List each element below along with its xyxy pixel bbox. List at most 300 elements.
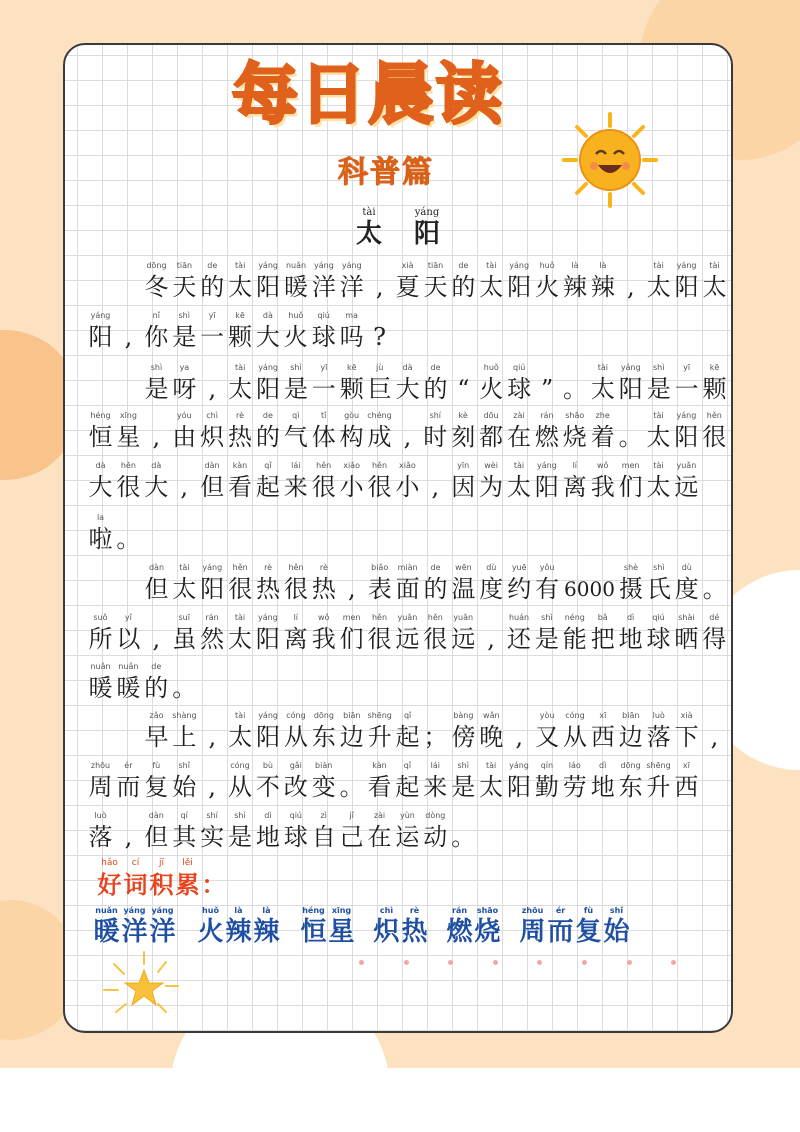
hanzi: 以 [116, 625, 141, 653]
pinyin: suī [178, 613, 190, 622]
hanzi: 远 [395, 625, 420, 653]
pinyin: tài [709, 261, 720, 270]
hanzi: 我 [311, 625, 336, 653]
pinyin: dà [262, 311, 273, 320]
pinyin: dōu [483, 411, 499, 420]
pinyin: hěn [316, 461, 332, 470]
pinyin: shì [234, 811, 246, 820]
hanzi: 勤 [534, 773, 559, 801]
pinyin: tài [234, 613, 246, 622]
pinyin: tài [235, 363, 246, 372]
hanzi: 的 [423, 375, 448, 403]
hanzi: 地 [618, 625, 643, 653]
pinyin: tài [235, 261, 246, 270]
pinyin: yáng [202, 563, 223, 572]
pinyin: hěn [427, 613, 443, 622]
pinyin: nuǎn [285, 261, 307, 270]
text-line [0, 612, 800, 662]
pinyin: yòu [539, 711, 555, 720]
hanzi: 热 [311, 575, 336, 603]
pinyin: men [342, 613, 361, 622]
hanzi: 傍 [451, 723, 476, 751]
pinyin: hěn [371, 461, 388, 470]
hanzi: 边 [618, 723, 643, 751]
hanzi: 阳 [256, 273, 281, 301]
hanzi: 球 [507, 375, 532, 403]
hanzi: 。 [339, 773, 364, 801]
pinyin: yáng [90, 311, 111, 320]
pinyin: yáng [258, 363, 278, 372]
vocab-title-char [200, 858, 227, 900]
pinyin [107, 512, 150, 524]
hanzi: 约 [507, 575, 532, 603]
hanzi: , [152, 625, 161, 653]
hanzi: ： [201, 870, 226, 899]
vocab-title-char [148, 858, 175, 900]
pinyin: jǐ [349, 811, 354, 820]
hanzi: 是 [144, 375, 169, 403]
hanzi: 辣 [590, 273, 615, 301]
hanzi: 阳 [88, 323, 113, 351]
hanzi: 恒 [88, 423, 113, 451]
hanzi: 。 [451, 823, 476, 851]
char-cell [673, 760, 700, 802]
hanzi: 洋 [311, 273, 336, 301]
char-cell [701, 260, 728, 302]
text-line [0, 760, 800, 810]
pinyin: de [151, 662, 162, 671]
hanzi: 西 [590, 723, 615, 751]
char-cell [701, 410, 728, 452]
hanzi: 很 [423, 625, 448, 653]
sparkle-star-icon [96, 950, 186, 1020]
hanzi: 。 [172, 674, 197, 702]
hanzi: 体 [311, 423, 336, 451]
hanzi: 东 [311, 723, 336, 751]
pinyin: zài [513, 411, 525, 420]
pinyin: chì [206, 411, 218, 420]
pinyin: tiān [176, 261, 193, 270]
hanzi: 的 [451, 273, 476, 301]
hanzi: 自 [311, 823, 336, 851]
pinyin: yuǎn [397, 613, 418, 622]
pinyin: dì [626, 613, 635, 622]
pinyin: lái [291, 461, 301, 470]
pinyin: la [96, 513, 105, 522]
pinyin: dà [151, 461, 162, 470]
hanzi: 很 [367, 473, 392, 501]
hanzi: 太 [479, 273, 504, 301]
pinyin: cóng [286, 711, 306, 720]
pinyin: hěn [371, 613, 388, 622]
hanzi: 小 [339, 473, 364, 501]
hanzi: 太 [646, 423, 671, 451]
pinyin: yáng [257, 613, 278, 622]
pinyin: yuǎn [676, 461, 697, 470]
hanzi: , [626, 273, 635, 301]
pinyin: dòng [425, 811, 446, 820]
pinyin: qiú [317, 311, 330, 320]
hanzi: 都 [479, 423, 504, 451]
pinyin: luò [652, 711, 665, 720]
vocab-char [603, 905, 630, 947]
hanzi: 阳 [674, 273, 699, 301]
pinyin: tiān [427, 261, 444, 270]
text-line [0, 512, 800, 562]
pinyin: hǎo [101, 858, 118, 868]
hanzi: 着 [590, 423, 615, 451]
pinyin: qǐ [264, 461, 272, 470]
vocab-char [474, 905, 501, 947]
hanzi: 阳 [255, 625, 280, 653]
pinyin: shǐ [178, 761, 190, 770]
hanzi: 边 [339, 723, 364, 751]
hanzi: 洋 [149, 917, 176, 947]
hanzi: 虽 [172, 625, 197, 653]
hanzi: 从 [228, 773, 252, 801]
hanzi: 太 [507, 473, 531, 501]
hanzi: 暖 [284, 273, 308, 301]
hanzi: 很 [367, 625, 392, 653]
pinyin: là [234, 906, 243, 915]
hanzi: 晒 [674, 625, 699, 653]
hanzi: 太 [479, 773, 504, 801]
hanzi: 太 [646, 473, 671, 501]
hanzi: 的 [200, 273, 225, 301]
pinyin: yáng [151, 906, 174, 915]
hanzi: 阳 [413, 219, 440, 249]
hanzi: 球 [283, 823, 308, 851]
pinyin: kàn [232, 461, 248, 470]
hanzi: 阳 [256, 723, 281, 751]
pinyin [693, 710, 736, 722]
page-title: 每日晨读 [232, 56, 504, 133]
hanzi: 改 [283, 773, 308, 801]
hanzi: 。 [702, 575, 727, 603]
pinyin [163, 661, 206, 673]
hanzi: 一 [311, 375, 336, 403]
hanzi: 地 [590, 773, 615, 801]
hanzi: 热 [401, 917, 428, 947]
hanzi: 周 [88, 773, 113, 801]
hanzi: 火 [283, 323, 308, 351]
pinyin: xiǎo [343, 461, 360, 470]
hanzi: 有 [535, 575, 560, 603]
pinyin: miàn [397, 563, 418, 572]
pinyin: jù [376, 363, 384, 372]
pinyin: shì [457, 761, 469, 770]
hanzi: 但 [144, 575, 169, 603]
hanzi: 我 [590, 473, 615, 501]
char-cell [115, 512, 142, 554]
pinyin: biān [343, 711, 361, 720]
hanzi: 们 [339, 625, 364, 653]
text-line [0, 362, 800, 412]
hanzi: 大 [255, 323, 280, 351]
hanzi: , [124, 323, 133, 351]
hanzi: 的 [423, 575, 448, 603]
pinyin: xiǎo [399, 461, 416, 470]
pinyin [200, 858, 227, 870]
hanzi: 太 [590, 375, 615, 403]
hanzi: , [515, 723, 523, 751]
pinyin: shè [623, 563, 639, 572]
text-line [0, 710, 800, 760]
hanzi: 但 [144, 823, 169, 851]
pinyin: zhōu [521, 906, 544, 915]
hanzi: 早 [144, 723, 169, 751]
pinyin: tǐ [321, 411, 327, 420]
hanzi: 其 [172, 823, 197, 851]
pinyin: yǐ [124, 613, 132, 622]
pinyin: tài [179, 563, 190, 572]
hanzi: 复 [575, 917, 602, 947]
pinyin: dà [95, 461, 106, 470]
pinyin: kè [458, 411, 468, 420]
hanzi: 火 [479, 375, 504, 403]
hanzi: 在 [507, 423, 531, 451]
hanzi: 落 [88, 823, 113, 851]
hanzi: 刻 [451, 423, 476, 451]
pinyin: yáng [341, 261, 362, 270]
pinyin: nuǎn [118, 662, 139, 671]
pinyin: de [207, 261, 218, 270]
hanzi: , [431, 473, 440, 501]
pinyin: lěi [182, 858, 193, 868]
hanzi: 是 [228, 823, 252, 851]
hanzi: 的 [255, 423, 280, 451]
hanzi: 词 [123, 870, 148, 899]
hanzi: 巨 [367, 375, 392, 403]
hanzi: 大 [88, 473, 113, 501]
hanzi: 晚 [479, 723, 504, 751]
pinyin: bǎ [597, 613, 608, 622]
hanzi: , [208, 723, 217, 751]
pinyin: shēng [646, 761, 671, 770]
hanzi: 炽 [200, 423, 225, 451]
pinyin: nuǎn [95, 906, 118, 915]
hanzi: 构 [339, 423, 364, 451]
pinyin: shì [541, 613, 553, 622]
pinyin: lái [430, 761, 440, 770]
pinyin: nǐ [152, 311, 160, 320]
pinyin: shāo [476, 906, 499, 915]
hanzi: 还 [507, 625, 531, 653]
pinyin: tài [513, 461, 525, 470]
vocab-char [328, 905, 355, 947]
hanzi: 颗 [702, 375, 727, 403]
hanzi: “ [457, 375, 470, 403]
hanzi: 。 [116, 525, 141, 553]
hanzi: , [487, 625, 495, 653]
hanzi: 表 [367, 575, 392, 603]
pinyin: hěn [706, 411, 722, 420]
hanzi: 又 [535, 723, 560, 751]
hanzi: 而 [116, 773, 141, 801]
hanzi: 热 [256, 575, 281, 603]
hanzi: 累 [175, 870, 200, 899]
pinyin: huǒ [483, 363, 499, 372]
hanzi: 大 [395, 375, 420, 403]
decor-dot [627, 960, 632, 965]
pinyin: qín [540, 761, 554, 770]
hanzi: 东 [618, 773, 643, 801]
pinyin: wèi [484, 461, 498, 470]
pinyin: yóu [176, 411, 192, 420]
hanzi: , [180, 473, 188, 501]
pinyin: yáng [258, 711, 278, 720]
char-cell [673, 460, 700, 502]
hanzi: 实 [200, 823, 225, 851]
vocab-title-char [122, 858, 149, 900]
text-line [0, 410, 800, 460]
char-cell [171, 661, 198, 703]
hanzi: 阳 [507, 273, 532, 301]
pinyin: dù [486, 563, 497, 572]
pinyin: hěn [232, 563, 248, 572]
pinyin: huǒ [202, 906, 219, 915]
pinyin: xī [599, 711, 607, 720]
pinyin: yáng [620, 363, 641, 372]
hanzi: 由 [172, 423, 197, 451]
pinyin: zhōu [90, 761, 111, 770]
pinyin: tài [653, 411, 664, 420]
pinyin: cí [131, 858, 140, 868]
hanzi: 烧 [474, 917, 501, 947]
smiling-sun-icon [560, 110, 660, 210]
pinyin: dì [264, 811, 272, 820]
hanzi: 得 [702, 625, 727, 653]
hanzi: 是 [284, 375, 308, 403]
pinyin: yáng [123, 906, 146, 915]
hanzi: 太 [646, 273, 671, 301]
pinyin: wǒ [317, 613, 330, 622]
pinyin: de [430, 363, 441, 372]
pinyin: biǎo [371, 563, 389, 572]
char-cell [450, 810, 477, 852]
decor-dot [404, 960, 409, 965]
hanzi: 起 [395, 773, 420, 801]
pinyin: yáng [313, 261, 334, 270]
hanzi: 的 [144, 674, 169, 702]
hanzi: 劳 [562, 773, 587, 801]
hanzi: 在 [367, 823, 392, 851]
hanzi: 很 [284, 575, 308, 603]
hanzi: , [124, 823, 133, 851]
hanzi: 啦 [88, 525, 113, 553]
hanzi: 辣 [253, 917, 280, 947]
pinyin: huǒ [539, 261, 555, 270]
vocab-char [401, 905, 428, 947]
hanzi: 你 [144, 323, 169, 351]
hanzi: 颗 [339, 375, 364, 403]
hanzi: 太 [228, 375, 253, 403]
pinyin: huán [508, 613, 530, 622]
hanzi: 洋 [121, 917, 148, 947]
pinyin: là [262, 906, 271, 915]
pinyin: yáng [258, 261, 278, 270]
hanzi: 复 [144, 773, 169, 801]
title-char [387, 207, 467, 249]
pinyin: tài [362, 207, 376, 218]
text-line [0, 310, 800, 360]
pinyin: rè [319, 563, 328, 572]
pinyin: yáng [676, 411, 697, 420]
hanzi: 始 [172, 773, 197, 801]
hanzi: 很 [702, 423, 727, 451]
hanzi: 恒 [300, 917, 327, 947]
pinyin: yuǎn [453, 613, 474, 622]
hanzi: 来 [283, 473, 308, 501]
pinyin: shàng [172, 711, 197, 720]
pinyin: nuǎn [90, 662, 111, 671]
text-line [0, 260, 800, 310]
pinyin: kē [709, 363, 720, 372]
hanzi: 。 [563, 375, 587, 403]
hanzi: 所 [88, 625, 113, 653]
pinyin: yáng [676, 261, 697, 270]
hanzi: 起 [255, 473, 280, 501]
pinyin: lí [293, 613, 299, 622]
pinyin: yáng [509, 261, 530, 270]
pinyin: wǎn [483, 711, 500, 720]
hanzi: 离 [562, 473, 587, 501]
pinyin: dù [681, 563, 692, 572]
pinyin: yī [683, 363, 691, 372]
pinyin: rán [205, 613, 219, 622]
hanzi: 火 [535, 273, 560, 301]
hanzi: 从 [563, 723, 587, 751]
hanzi: 而 [547, 917, 574, 947]
pinyin: de [458, 261, 469, 270]
hanzi: , [208, 773, 216, 801]
hanzi: 天 [423, 273, 448, 301]
hanzi: 变 [311, 773, 336, 801]
pinyin: shài [678, 613, 695, 622]
pinyin: chì [379, 906, 394, 915]
hanzi: 们 [618, 473, 643, 501]
hanzi: 阳 [534, 473, 559, 501]
pinyin: yuē [511, 563, 527, 572]
hanzi: 运 [395, 823, 420, 851]
hanzi: 摄 [619, 575, 643, 603]
pinyin: yáng [509, 761, 529, 770]
hanzi: 成 [367, 423, 392, 451]
hanzi: 然 [200, 625, 225, 653]
hanzi: 燃 [446, 917, 473, 947]
pinyin: biàn [315, 761, 333, 770]
pinyin: bàng [453, 711, 474, 720]
char-cell [366, 310, 393, 352]
pinyin: cóng [230, 761, 250, 770]
hanzi: 好 [97, 870, 122, 899]
hanzi: ； [423, 723, 448, 751]
hanzi: 度 [674, 575, 699, 603]
hanzi: 是 [451, 773, 476, 801]
hanzi: 来 [423, 773, 448, 801]
pinyin: suǒ [93, 613, 108, 622]
pinyin: tài [653, 261, 664, 270]
pinyin: ma [345, 311, 358, 320]
text-line [0, 810, 800, 860]
hanzi: 6000 [564, 577, 615, 601]
decor-dot [582, 960, 587, 965]
pinyin: tài [235, 711, 246, 720]
hanzi: 火 [197, 917, 224, 947]
hanzi: 阳 [200, 575, 225, 603]
hanzi: 。 [618, 423, 643, 451]
pinyin: dà [402, 363, 413, 372]
